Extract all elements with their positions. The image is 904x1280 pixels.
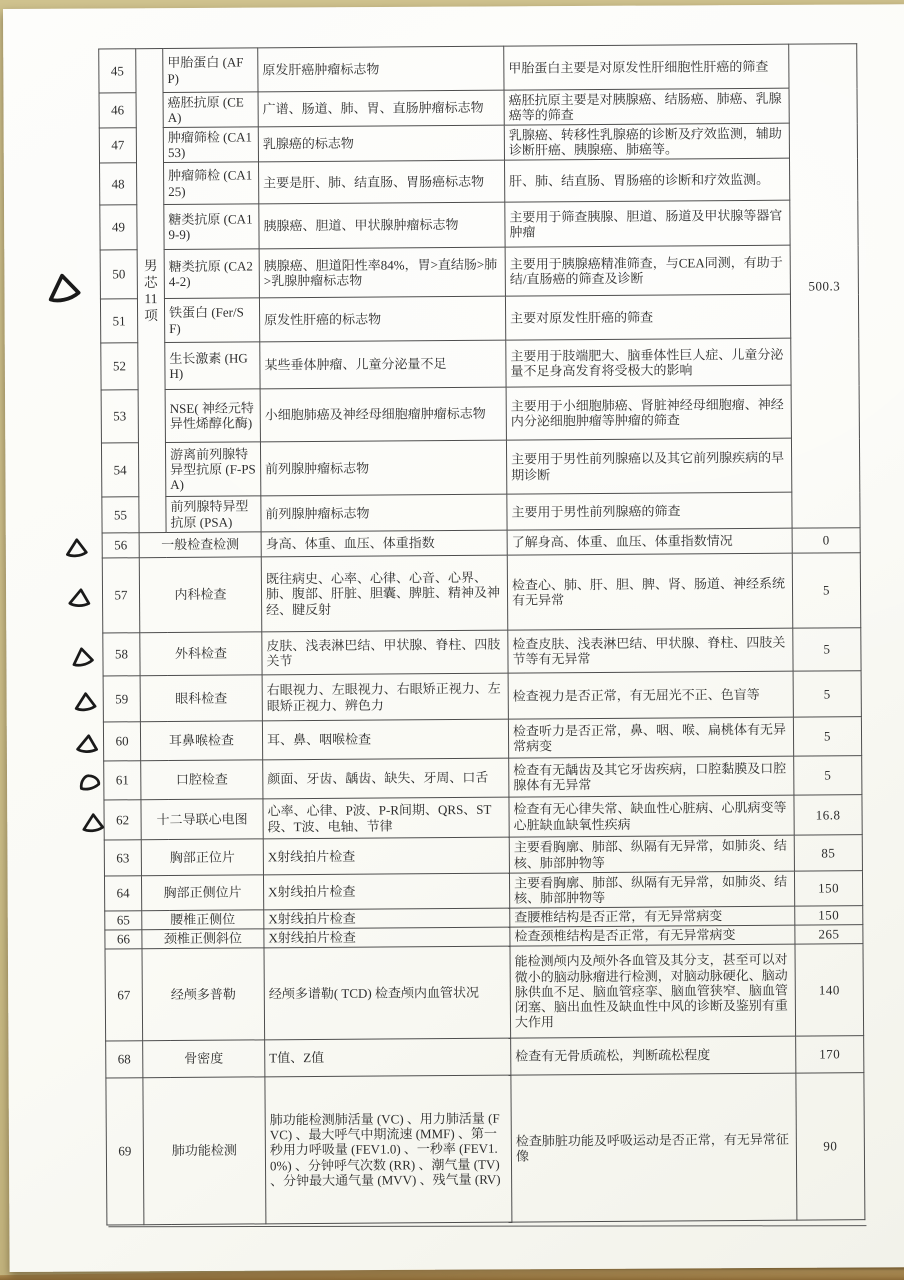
item-name-cell: 外科检查 bbox=[140, 632, 262, 676]
row-number-cell: 45 bbox=[99, 49, 136, 93]
table-row bbox=[99, 123, 857, 163]
item-purpose-cell: 主要用于筛查胰腺、胆道、肠道及甲状腺等器官肿瘤 bbox=[505, 200, 790, 247]
item-name-cell: 耳鼻喉检查 bbox=[140, 721, 262, 761]
table-row bbox=[101, 385, 859, 443]
item-purpose-cell: 主要看胸廓、肺部、纵隔有无异常，如肺炎、结核、肺部肿物等 bbox=[509, 871, 794, 908]
item-name-cell: 一般检查检测 bbox=[139, 532, 261, 558]
item-purpose-cell: 主要用于胰腺癌精准筛查，与CEA同测，有助于结/直肠癌的筛查及诊断 bbox=[505, 245, 790, 296]
item-purpose-cell: 能检测颅内及颅外各血管及其分支，甚至可以对微小的脑动脉瘤进行检测，对脑动脉硬化、脑动脉供血不足、脑血管痉挛、脑血管狭窄、脑血管闭塞、脑出血性及缺血性中风的诊断及鉴别有重大作用 bbox=[510, 944, 796, 1038]
table-row bbox=[104, 756, 862, 800]
row-number-cell: 55 bbox=[102, 497, 139, 533]
handwritten-triangle-mark bbox=[68, 644, 96, 668]
handwritten-triangle-mark bbox=[76, 770, 104, 794]
item-name-cell: 胸部正位片 bbox=[141, 839, 263, 876]
item-purpose-cell: 检查听力是否正常，鼻、咽、喉、扁桃体有无异常病变 bbox=[508, 717, 793, 758]
table-row bbox=[100, 158, 858, 205]
handwritten-triangle-mark bbox=[43, 268, 85, 305]
row-number-cell: 61 bbox=[104, 761, 141, 800]
item-purpose-cell: 检查有无龋齿及其它牙齿疾病，口腔黏膜及口腔腺体有无异常 bbox=[509, 756, 794, 797]
table-row bbox=[101, 438, 859, 497]
price-cell: 265 bbox=[795, 925, 863, 944]
price-cell: 5 bbox=[793, 717, 861, 756]
item-desc-cell: 耳、鼻、咽喉检查 bbox=[262, 719, 508, 760]
item-name-cell: 前列腺特异型抗原 (PSA) bbox=[166, 496, 261, 533]
table-row bbox=[103, 671, 861, 722]
handwritten-triangle-mark bbox=[72, 690, 98, 711]
item-name-cell: 颈椎正侧斜位 bbox=[142, 929, 264, 949]
item-desc-cell: T值、Z值 bbox=[265, 1038, 511, 1077]
row-number-cell: 63 bbox=[104, 840, 141, 876]
table-row bbox=[99, 88, 857, 128]
item-name-cell: 甲胎蛋白 (AFP) bbox=[163, 48, 258, 93]
row-number-cell: 64 bbox=[104, 876, 141, 911]
item-desc-cell: 前列腺肿瘤标志物 bbox=[261, 494, 507, 532]
item-purpose-cell: 肝、肺、结直肠、胃肠癌的诊断和疗效监测。 bbox=[504, 158, 789, 202]
item-name-cell: 铁蛋白 (Fer/SF) bbox=[164, 298, 259, 343]
price-cell: 90 bbox=[796, 1073, 865, 1220]
item-desc-cell: 广谱、肠道、肺、胃、直肠肿瘤标志物 bbox=[258, 90, 504, 127]
item-purpose-cell: 检查视力是否正常，有无屈光不正、色盲等 bbox=[508, 671, 793, 719]
item-name-cell: 糖类抗原 (CA24-2) bbox=[164, 249, 259, 299]
item-purpose-cell: 检查有无骨质疏松，判断疏松程度 bbox=[511, 1036, 796, 1075]
item-purpose-cell: 乳腺癌、转移性乳腺癌的诊断及疗效监测，辅助诊断肝癌、胰腺癌、肺癌等。 bbox=[504, 123, 789, 160]
row-number-cell: 54 bbox=[101, 443, 138, 497]
handwritten-triangle-mark bbox=[66, 585, 94, 609]
item-desc-cell: 原发性肝癌的标志物 bbox=[259, 296, 505, 342]
row-number-cell: 53 bbox=[101, 390, 138, 443]
item-desc-cell: 心率、心律、P波、P-R间期、QRS、ST段、T波、电轴、节律 bbox=[263, 797, 509, 839]
price-cell: 85 bbox=[794, 835, 862, 871]
handwritten-triangle-mark bbox=[64, 537, 90, 558]
item-desc-cell: 颜面、牙齿、龋齿、缺失、牙周、口舌 bbox=[263, 758, 509, 799]
row-number-cell: 56 bbox=[102, 533, 139, 558]
item-purpose-cell: 主要看胸廓、肺部、纵隔有无异常，如肺炎、结核、肺部肿物等 bbox=[509, 835, 794, 873]
price-cell: 5 bbox=[793, 671, 861, 717]
item-desc-cell: 右眼视力、左眼视力、右眼矫正视力、左眼矫正视力、辨色力 bbox=[262, 673, 508, 721]
paper bbox=[3, 4, 904, 1272]
price-cell: 0 bbox=[792, 528, 860, 553]
item-name-cell: 糖类抗原 (CA19-9) bbox=[164, 204, 259, 250]
row-number-cell: 57 bbox=[102, 558, 140, 633]
item-desc-cell: 胰腺癌、胆道、甲状腺肿瘤标志物 bbox=[259, 202, 505, 249]
table-row bbox=[104, 795, 862, 840]
price-cell: 170 bbox=[796, 1036, 864, 1073]
table-row bbox=[103, 628, 861, 676]
item-desc-cell: 胰腺癌、胆道阳性率84%，胃>直结肠>肺>乳腺肿瘤标志物 bbox=[259, 247, 505, 298]
item-purpose-cell: 了解身高、体重、血压、体重指数情况 bbox=[507, 528, 792, 555]
row-number-cell: 68 bbox=[106, 1041, 143, 1078]
table-row bbox=[101, 338, 859, 390]
row-number-cell: 52 bbox=[101, 343, 138, 390]
item-name-cell: 肿瘤筛检 (CA125) bbox=[164, 162, 259, 205]
item-name-cell: 经颅多普勒 bbox=[142, 948, 265, 1041]
item-name-cell: 肺功能检测 bbox=[143, 1077, 266, 1225]
item-name-cell: 眼科检查 bbox=[140, 675, 262, 722]
item-purpose-cell: 主要用于小细胞肺癌、肾脏神经母细胞瘤、神经内分泌细胞肿瘤等肿瘤的筛查 bbox=[506, 385, 791, 440]
table-row bbox=[102, 553, 861, 633]
item-name-cell: 十二导联心电图 bbox=[141, 799, 263, 840]
item-purpose-cell: 癌胚抗原主要是对胰腺癌、结肠癌、肺癌、乳腺癌等的筛查 bbox=[504, 88, 789, 125]
item-desc-cell: X射线拍片检查 bbox=[264, 908, 510, 929]
item-purpose-cell: 甲胎蛋白主要是对原发性肝细胞性肝癌的筛查 bbox=[504, 44, 789, 90]
price-cell: 5 bbox=[793, 628, 861, 671]
item-name-cell: 游离前列腺特异型抗原 (F-PSA) bbox=[165, 442, 260, 497]
item-name-cell: 生长激素 (HGH) bbox=[165, 342, 260, 390]
group-label-cell bbox=[136, 49, 166, 533]
item-purpose-cell: 检查心、肺、肝、胆、脾、肾、肠道、神经系统有无异常 bbox=[507, 553, 793, 630]
price-cell: 140 bbox=[795, 944, 864, 1036]
row-number-cell: 62 bbox=[104, 800, 141, 840]
item-desc-cell: 既往病史、心率、心律、心音、心界、肺、腹部、肝脏、胆囊、脾脏、精神及神经、腱反射 bbox=[261, 555, 508, 632]
table-bottom-double-border bbox=[108, 1225, 866, 1227]
row-number-cell: 59 bbox=[103, 676, 140, 722]
table-row bbox=[99, 44, 857, 93]
handwritten-triangle-mark bbox=[80, 811, 106, 832]
item-desc-cell: X射线拍片检查 bbox=[263, 873, 509, 910]
table-row bbox=[102, 492, 860, 533]
price-cell: 5 bbox=[792, 553, 861, 628]
item-name-cell: 腰椎正侧位 bbox=[142, 910, 264, 930]
item-name-cell: 胸部正侧位片 bbox=[141, 875, 263, 911]
exam-table-body bbox=[99, 44, 865, 1225]
row-number-cell: 46 bbox=[99, 93, 136, 128]
item-purpose-cell: 检查颈椎结构是否正常，有无异常病变 bbox=[510, 925, 795, 946]
item-desc-cell: 肺功能检测肺活量 (VC) 、用力肺活量 (FVC) 、最大呼气中期流速 (MMF) 、第一秒用力呼吸量 (FEV1.0) 、一秒率 (FEV1.0%) 、分钟呼气次数 (RR) 、潮气量 (TV) 、分钟最大通气量 (MVV) 、残气量 (RV) bbox=[265, 1075, 512, 1224]
table-row bbox=[103, 717, 861, 761]
item-desc-cell: 乳腺癌的标志物 bbox=[258, 125, 504, 162]
table-wrapper bbox=[98, 43, 864, 1225]
row-number-cell: 67 bbox=[105, 949, 143, 1041]
item-desc-cell: 原发肝癌肿瘤标志物 bbox=[258, 46, 504, 92]
item-desc-cell: 皮肤、浅表淋巴结、甲状腺、脊柱、四肢关节 bbox=[262, 630, 508, 675]
table-row bbox=[106, 1036, 864, 1078]
item-name-cell: 内科检查 bbox=[139, 557, 262, 633]
item-name-cell: 肿瘤筛检 (CA153) bbox=[163, 127, 258, 163]
row-number-cell: 47 bbox=[99, 128, 136, 163]
row-number-cell: 50 bbox=[100, 250, 137, 299]
row-number-cell: 69 bbox=[106, 1078, 144, 1225]
table-row bbox=[106, 1073, 865, 1225]
row-number-cell: 49 bbox=[100, 205, 137, 250]
row-number-cell: 51 bbox=[100, 299, 137, 343]
item-desc-cell: X射线拍片检查 bbox=[264, 927, 510, 948]
item-name-cell: 口腔检查 bbox=[141, 760, 263, 800]
table-row bbox=[100, 245, 858, 299]
item-name-cell: 骨密度 bbox=[143, 1040, 265, 1078]
row-number-cell: 66 bbox=[105, 930, 142, 949]
item-purpose-cell: 检查肺脏功能及呼吸运动是否正常，有无异常征像 bbox=[511, 1073, 797, 1222]
row-number-cell: 60 bbox=[103, 722, 140, 761]
item-purpose-cell: 主要对原发性肝癌的筛查 bbox=[505, 294, 790, 340]
item-desc-cell: X射线拍片检查 bbox=[263, 837, 509, 875]
price-cell: 150 bbox=[795, 906, 863, 925]
item-desc-cell: 经颅多谱勒( TCD) 检查颅内血管状况 bbox=[264, 946, 511, 1040]
item-name-cell: NSE( 神经元特异性烯醇化酶) bbox=[165, 389, 260, 443]
row-number-cell: 48 bbox=[100, 163, 137, 205]
price-cell: 5 bbox=[794, 756, 862, 795]
table-row bbox=[100, 200, 858, 250]
table-row bbox=[104, 835, 862, 876]
merged-price-cell: 500.3 bbox=[789, 44, 860, 528]
group-label: 男 芯 11 项 bbox=[143, 258, 158, 323]
item-desc-cell: 主要是肝、肺、结直肠、胃肠癌标志物 bbox=[259, 160, 505, 204]
item-desc-cell: 前列腺肿瘤标志物 bbox=[260, 440, 506, 496]
handwritten-triangle-mark bbox=[74, 731, 102, 755]
price-cell: 150 bbox=[794, 871, 862, 906]
row-number-cell: 65 bbox=[105, 911, 142, 930]
item-name-cell: 癌胚抗原 (CEA) bbox=[163, 92, 258, 128]
price-cell: 16.8 bbox=[794, 795, 862, 835]
item-purpose-cell: 检查有无心律失常、缺血性心脏病、心肌病变等心脏缺血缺氧性疾病 bbox=[509, 795, 794, 837]
item-desc-cell: 某些垂体肿瘤、儿童分泌量不足 bbox=[260, 340, 506, 389]
item-purpose-cell: 主要用于肢端肥大、脑垂体性巨人症、儿童分泌量不足身高发育将受极大的影响 bbox=[506, 338, 791, 387]
row-number-cell: 58 bbox=[103, 633, 140, 676]
item-desc-cell: 小细胞肺癌及神经母细胞瘤肿瘤标志物 bbox=[260, 387, 506, 442]
item-desc-cell: 身高、体重、血压、体重指数 bbox=[261, 530, 507, 557]
item-purpose-cell: 检查皮肤、浅表淋巴结、甲状腺、脊柱、四肢关节等有无异常 bbox=[508, 628, 793, 673]
table-row bbox=[104, 871, 862, 911]
table-row bbox=[100, 294, 858, 343]
item-purpose-cell: 查腰椎结构是否正常，有无异常病变 bbox=[510, 906, 795, 927]
item-purpose-cell: 主要用于男性前列腺癌以及其它前列腺疾病的早期诊断 bbox=[506, 438, 791, 494]
exam-price-table bbox=[98, 43, 865, 1225]
item-purpose-cell: 主要用于男性前列腺癌的筛查 bbox=[507, 492, 792, 530]
table-row bbox=[105, 944, 864, 1041]
